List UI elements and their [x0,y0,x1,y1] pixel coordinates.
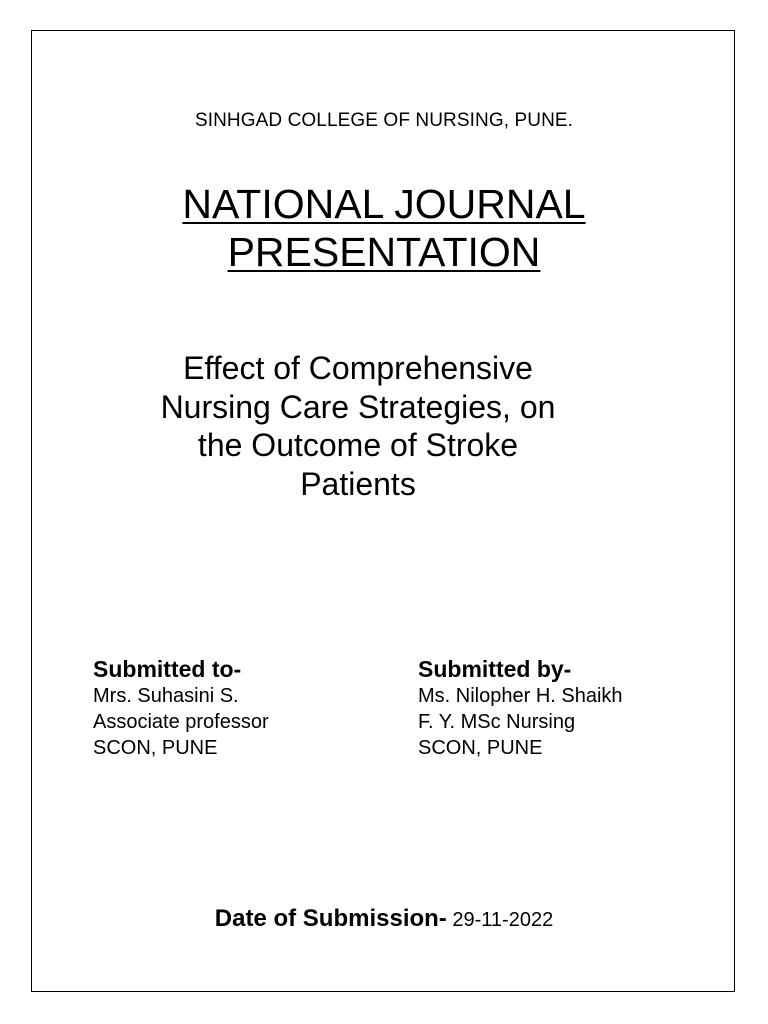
journal-title-line-1: NATIONAL JOURNAL [182,181,586,227]
paper-title-line-1: Effect of Comprehensive [183,350,533,386]
page-border [31,30,735,992]
submitted-by-institution: SCON, PUNE [418,737,543,759]
submission-date-value: 29-11-2022 [452,909,554,931]
submitted-to-institution: SCON, PUNE [93,737,218,759]
submitted-by-heading: Submitted by- [418,656,572,682]
submission-date-line [0,904,768,935]
journal-title [0,180,768,276]
submitted-by-block [418,655,623,761]
college-name: SINHGAD COLLEGE OF NURSING, PUNE. [194,110,574,131]
submitted-to-block [93,655,269,761]
submission-date-label: Date of Submission- [214,905,447,932]
paper-title-line-3: the Outcome of Stroke [197,427,519,463]
paper-title [84,349,632,503]
paper-title-line-2: Nursing Care Strategies, on [160,388,556,425]
submitted-by-designation: F. Y. MSc Nursing [418,711,576,733]
journal-title-line-2: PRESENTATION [227,229,541,275]
submitted-to-heading: Submitted to- [93,656,242,682]
paper-title-line-4: Patients [300,465,416,502]
submitted-to-designation: Associate professor [93,711,269,733]
submitted-by-name: Ms. Nilopher H. Shaikh [418,685,623,707]
submitted-to-name: Mrs. Suhasini S. [93,685,239,707]
